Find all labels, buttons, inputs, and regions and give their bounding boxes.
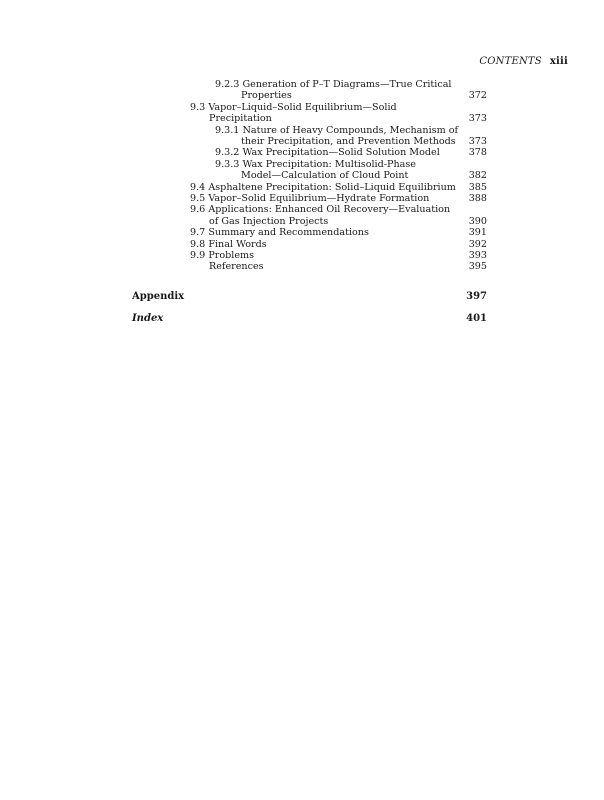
toc-entry-label xyxy=(190,250,254,261)
toc-entry-text: Asphaltene Precipitation: Solid–Liquid Equilibrium xyxy=(208,181,456,193)
toc-entry xyxy=(0,102,604,114)
running-header-title: CONTENTS xyxy=(479,56,542,67)
toc-entry-label xyxy=(215,159,416,170)
toc-entry-label xyxy=(209,113,272,124)
toc-entry-text: References xyxy=(209,261,264,273)
toc-entry xyxy=(0,227,604,239)
toc-entry-number: 9.9 xyxy=(190,250,206,261)
back-matter-label: Appendix xyxy=(132,291,185,302)
toc-entry-text: Summary and Recommendations xyxy=(208,227,369,239)
toc-entry xyxy=(0,239,604,251)
toc-entry-label xyxy=(209,216,328,227)
toc-entry-number: 9.3 xyxy=(190,101,206,113)
toc-entry-label xyxy=(215,147,440,158)
toc-entry-page: 373 xyxy=(468,113,487,125)
toc-entry-text: Wax Precipitation: Multisolid-Phase xyxy=(242,158,416,170)
toc-entry-text: Applications: Enhanced Oil Recovery—Evaluation xyxy=(208,204,451,216)
toc-entry xyxy=(0,182,604,194)
toc-entry-text: Final Words xyxy=(208,238,267,250)
toc-entry-page: 382 xyxy=(468,170,487,182)
toc-entry-label xyxy=(209,261,264,272)
toc-entry xyxy=(0,193,604,205)
toc-back-matter-entry xyxy=(0,291,604,303)
toc-entry-page: 373 xyxy=(468,136,487,147)
toc-entry-text: Generation of P–T Diagrams—True Critical xyxy=(242,79,452,90)
page-number: xiii xyxy=(549,56,568,67)
running-header xyxy=(479,56,568,67)
toc-entry-page: 385 xyxy=(468,181,487,193)
toc-entry-page: 388 xyxy=(468,193,487,204)
toc-entry-text: Vapor–Liquid–Solid Equilibrium—Solid xyxy=(208,101,397,113)
toc-entry xyxy=(0,125,604,137)
toc-back-matter-entry xyxy=(0,313,604,325)
toc-entry-text: Problems xyxy=(208,250,255,261)
toc-entry-label xyxy=(241,90,292,101)
toc-entry-number: 9.6 xyxy=(190,204,206,216)
toc-entry xyxy=(0,250,604,262)
toc-entry-page: 392 xyxy=(468,238,487,250)
toc-entry-number: 9.3.1 xyxy=(215,124,240,136)
toc-entry-page: 378 xyxy=(468,147,487,159)
toc-entry-label xyxy=(190,239,267,250)
toc-entry-text: Vapor–Solid Equilibrium—Hydrate Formation xyxy=(208,193,430,204)
back-matter-label: Index xyxy=(132,313,164,324)
toc-entry xyxy=(0,170,604,182)
toc-entry xyxy=(0,204,604,216)
toc-entry xyxy=(0,113,604,125)
toc-entry-number: 9.7 xyxy=(190,227,206,239)
toc-entry-label xyxy=(215,125,458,136)
toc-entry-text: Wax Precipitation—Solid Solution Model xyxy=(242,147,440,159)
back-matter-page: 401 xyxy=(466,313,487,324)
toc-entry xyxy=(0,147,604,159)
toc-entry-number: 9.8 xyxy=(190,238,206,250)
toc-entry-page: 393 xyxy=(468,250,487,261)
toc-entry-text: Properties xyxy=(241,90,292,102)
toc-entry xyxy=(0,90,604,102)
toc-entry xyxy=(0,136,604,148)
toc-entry-label xyxy=(190,227,369,238)
toc-entry-page: 395 xyxy=(468,261,487,273)
toc-entry-number: 9.2.3 xyxy=(215,79,240,90)
toc-entry-text: Model—Calculation of Cloud Point xyxy=(241,170,409,182)
toc-entry xyxy=(0,159,604,171)
toc-entry-text: Nature of Heavy Compounds, Mechanism of xyxy=(242,124,459,136)
toc-entry-label xyxy=(241,170,408,181)
toc-entry-label xyxy=(241,136,456,147)
toc-entry-number: 9.4 xyxy=(190,181,206,193)
toc-entry-page: 391 xyxy=(468,227,487,239)
toc-entry-number: 9.3.2 xyxy=(215,147,240,159)
toc-entry-page: 390 xyxy=(468,215,487,227)
toc-entry xyxy=(0,216,604,228)
toc-entry xyxy=(0,79,604,91)
toc-entry-number: 9.5 xyxy=(190,193,206,204)
toc-entry-label xyxy=(190,204,450,215)
toc-entry-number: 9.3.3 xyxy=(215,158,240,170)
toc-entry-label xyxy=(215,79,452,90)
toc-entry-label xyxy=(190,182,456,193)
toc-entry-text: their Precipitation, and Prevention Methods xyxy=(241,136,456,147)
toc-entry-label xyxy=(190,193,429,204)
back-matter-page: 397 xyxy=(466,291,487,302)
toc-entry-text: of Gas Injection Projects xyxy=(209,215,329,227)
toc-entry-label xyxy=(190,102,397,113)
toc-entry-text: Precipitation xyxy=(209,113,272,125)
toc-entry-page: 372 xyxy=(468,90,487,102)
toc-entry xyxy=(0,261,604,273)
